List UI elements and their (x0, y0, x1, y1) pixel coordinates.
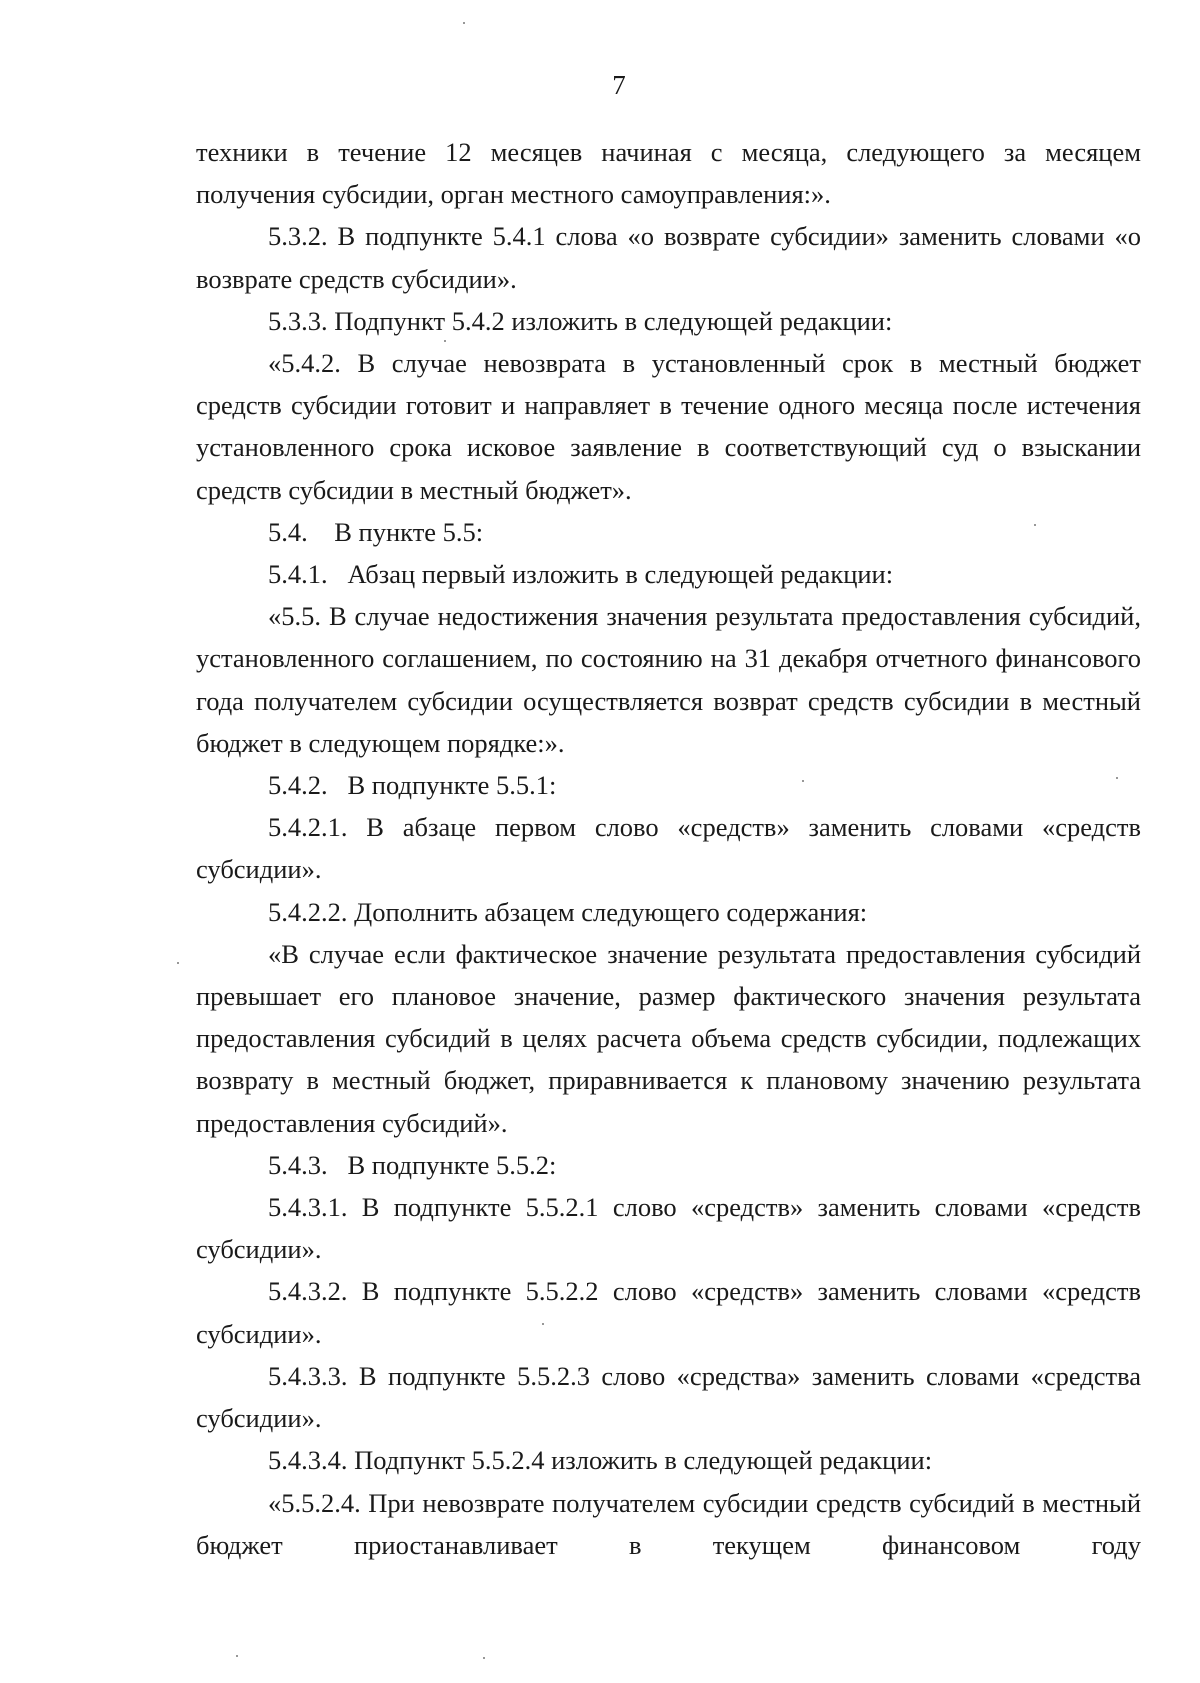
paragraph-5-4-3-4: 5.4.3.4. Подпункт 5.5.2.4 изложить в следующей редакции: (268, 1445, 933, 1476)
document-body (196, 131, 1141, 1566)
paragraph-5-4-3-3: 5.4.3.3. В подпункте 5.5.2.3 слово «средства» заменить словами «средства субсидии». (196, 1360, 1141, 1434)
scan-speck (236, 1655, 238, 1657)
paragraph-5-3-3: 5.3.3. Подпункт 5.4.2 изложить в следующей редакции: (268, 305, 893, 336)
paragraph-5-4-3-1: 5.4.3.1. В подпункте 5.5.2.1 слово «средств» заменить словами «средств субсидии». (196, 1192, 1141, 1265)
scan-speck (483, 1657, 485, 1659)
paragraph-5-4-2-1: 5.4.2.1. В абзаце первом слово «средств» заменить словами «средств субсидии». (196, 812, 1141, 885)
paragraph-quote-5-5-2-4: «5.5.2.4. При невозврате получателем субсидии средств субсидий в местный бюджет приостанавливает в текущем финансовом году (196, 1487, 1141, 1560)
paragraph-5-4-2-2: 5.4.2.2. Дополнить абзацем следующего содержания: (268, 896, 868, 927)
paragraph-5-4-3: 5.4.3. В подпункте 5.5.2: (268, 1149, 557, 1180)
scan-speck (444, 340, 446, 342)
paragraph-quote-addition: «В случае если фактическое значение результата предоставления субсидий превышает его плановое значение, размер фактического значения результата предоставления субсидий в целях расчета объема средств субсидии, подлежащих возврату в местный бюджет, приравнивается к плановому значению результата предоставления субсидий». (196, 938, 1141, 1138)
scan-speck (542, 1323, 544, 1325)
scan-speck (1034, 524, 1036, 526)
scan-speck (1116, 777, 1118, 779)
scan-speck (177, 962, 179, 964)
scan-speck (802, 780, 804, 782)
paragraph-quote-5-4-2: «5.4.2. В случае невозврата в установленный срок в местный бюджет средств субсидии готовит и направляет в течение одного месяца после истечения установленного срока исковое заявление в соответствующий суд о взыскании средств субсидии в местный бюджет». (196, 348, 1141, 505)
paragraph-quote-5-5: «5.5. В случае недостижения значения результата предоставления субсидий, установленного соглашением, по состоянию на 31 декабря отчетного финансового года получателем субсидии осуществляется возврат средств субсидии в местный бюджет в следующем порядке:». (196, 601, 1141, 758)
paragraph-5-4-2: 5.4.2. В подпункте 5.5.1: (268, 770, 557, 801)
scan-speck (463, 22, 465, 24)
paragraph-5-4-3-2: 5.4.3.2. В подпункте 5.5.2.2 слово «средств» заменить словами «средств субсидии». (196, 1276, 1141, 1349)
page-number: 7 (612, 70, 626, 100)
paragraph-5-3-2: 5.3.2. В подпункте 5.4.1 слова «о возврате субсидии» заменить словами «о возврате средств субсидии». (196, 221, 1141, 294)
paragraph-continuation: техники в течение 12 месяцев начиная с месяца, следующего за месяцем получения субсидии, орган местного самоуправления:». (196, 137, 1141, 210)
paragraph-5-4: 5.4. В пункте 5.5: (268, 516, 484, 547)
paragraph-5-4-1: 5.4.1. Абзац первый изложить в следующей редакции: (268, 559, 894, 590)
